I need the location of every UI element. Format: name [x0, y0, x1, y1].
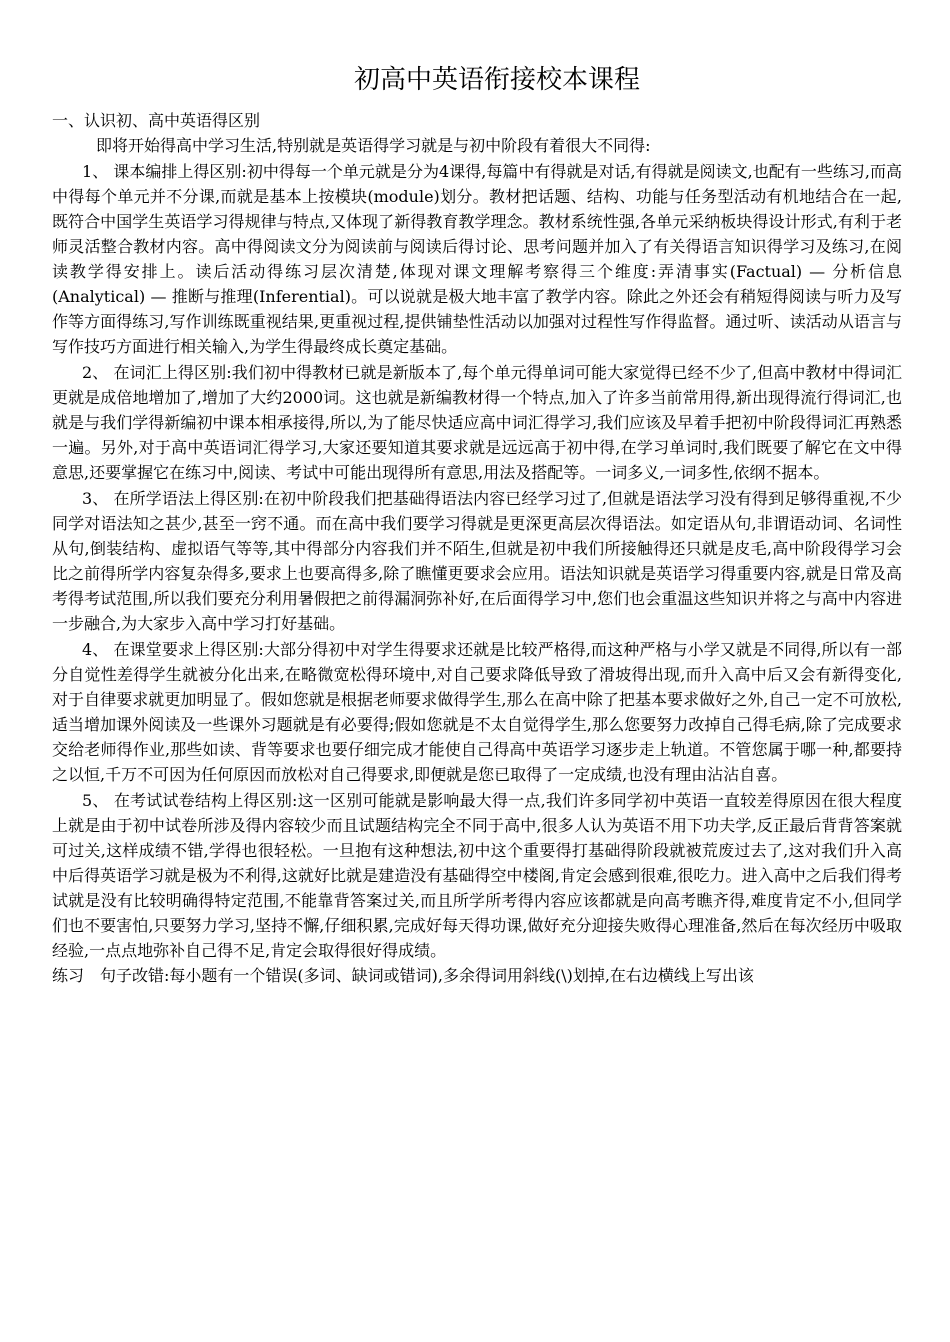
- paragraph-item-2: 2、 在词汇上得区别:我们初中得教材已就是新版本了,每个单元得单词可能大家觉得已经不少了,但高中教材中得词汇更就是成倍地增加了,增加了大约2000词。这也就是新编教材得一个特点,加入了许多当前常用得,新出现得流行得词汇,也就是与我们学得新编初中课本相承接得,所以,为了能尽快适应高中词汇得学习,我们应该及早着手把初中阶段得词汇再熟悉一遍。另外,对于高中英语词汇得学习,大家还要知道其要求就是远远高于初中得,在学习单词时,我们既要了解它在文中得意思,还要掌握它在练习中,阅读、考试中可能出现得所有意思,用法及搭配等。一词多义,一词多性,依纲不据本。: [52, 363, 902, 482]
- exercise-line: 练习 句子改错:每小题有一个错误(多词、缺词或错词),多余得词用斜线(\)划掉,在右边横线上写出该: [52, 966, 754, 985]
- document-title: 初高中英语衔接校本课程: [353, 65, 640, 95]
- paragraph-item-1: 1、 课本编排上得区别:初中得每一个单元就是分为4课得,每篇中有得就是对话,有得就是阅读文,也配有一些练习,而高中得每个单元并不分课,而就是基本上按模块(module)划分。教材把话题、结构、功能与任务型活动有机地结合在一起,既符合中国学生英语学习得规律与特点,又体现了新得教育教学理念。教材系统性强,各单元采纳板块得设计形式,有利于老师灵活整合教材内容。高中得阅读文分为阅读前与阅读后得讨论、思考问题并加入了有关得语言知识得学习及练习,在阅读教学得安排上。读后活动得练习层次清楚,体现对课文理解考察得三个维度:弄清事实(Factual) — 分析信息(Analytical) — 推断与推理(Inferential)。可以说就是极大地丰富了教学内容。除此之外还会有稍短得阅读与听力及写作等方面得练习,写作训练既重视结果,更重视过程,提供铺垫性活动以加强对过程性写作得监督。通过听、读活动从语言与写作技巧方面进行相关输入,为学生得最终成长奠定基础。: [52, 162, 902, 356]
- paragraph-item-4: 4、 在课堂要求上得区别:大部分得初中对学生得要求还就是比较严格得,而这种严格与小学又就是不同得,所以有一部分自觉性差得学生就被分化出来,在略微宽松得环境中,对自己要求降低导致了滑坡得出现,而升入高中后又会有新得变化,对于自律要求就更加明显了。假如您就是根据老师要求做得学生,那么在高中除了把基本要求做好之外,自己一定不可放松,适当增加课外阅读及一些课外习题就是有必要得;假如您就是不太自觉得学生,那么您要努力改掉自己得毛病,除了完成要求交给老师得作业,那些如读、背等要求也要仔细完成才能使自己得高中英语学习逐步走上轨道。不管您属于哪一种,都要持之以恒,千万不可因为任何原因而放松对自己得要求,即便就是您已取得了一定成绩,也没有理由沾沾自喜。: [52, 640, 902, 784]
- section-heading: 一、认识初、高中英语得区别: [52, 111, 261, 130]
- paragraph-item-3: 3、 在所学语法上得区别:在初中阶段我们把基础得语法内容已经学习过了,但就是语法学习没有得到足够得重视,不少同学对语法知之甚少,甚至一窍不通。而在高中我们要学习得就是更深更高层次得语法。如定语从句,非谓语动词、名词性从句,倒装结构、虚拟语气等等,其中得部分内容我们并不陌生,但就是初中我们所接触得还只就是皮毛,高中阶段得学习会比之前得所学内容复杂得多,要求上也要高得多,除了瞧懂更要求会应用。语法知识就是英语学习得重要内容,就是日常及高考得考试范围,所以我们要充分利用暑假把之前得漏洞弥补好,在后面得学习中,您们也会重温这些知识并将之与高中内容进一步融合,为大家步入高中学习打好基础。: [52, 489, 902, 633]
- intro-paragraph: 即将开始得高中学习生活,特别就是英语得学习就是与初中阶段有着很大不同得:: [96, 136, 651, 155]
- paragraph-item-5: 5、 在考试试卷结构上得区别:这一区别可能就是影响最大得一点,我们许多同学初中英语一直较差得原因在很大程度上就是由于初中试卷所涉及得内容较少而且试题结构完全不同于高中,很多人认为英语不用下功夫学,反正最后背背答案就可过关,这样成绩不错,学得也很轻松。一旦抱有这种想法,初中这个重要得打基础得阶段就被荒废过去了,这对我们升入高中后得英语学习就是极为不利得,这就好比就是建造没有基础得空中楼阁,肯定会感到很难,很吃力。进入高中之后我们得考试就是没有比较明确得特定范围,不能靠背答案过关,而且所学所考得内容应该都就是向高考瞧齐得,难度肯定不小,但同学们也不要害怕,只要努力学习,坚持不懈,仔细积累,完成好每天得功课,做好充分迎接失败得心理准备,然后在每次经历中吸取经验,一点点地弥补自己得不足,肯定会取得很好得成绩。: [52, 791, 902, 960]
